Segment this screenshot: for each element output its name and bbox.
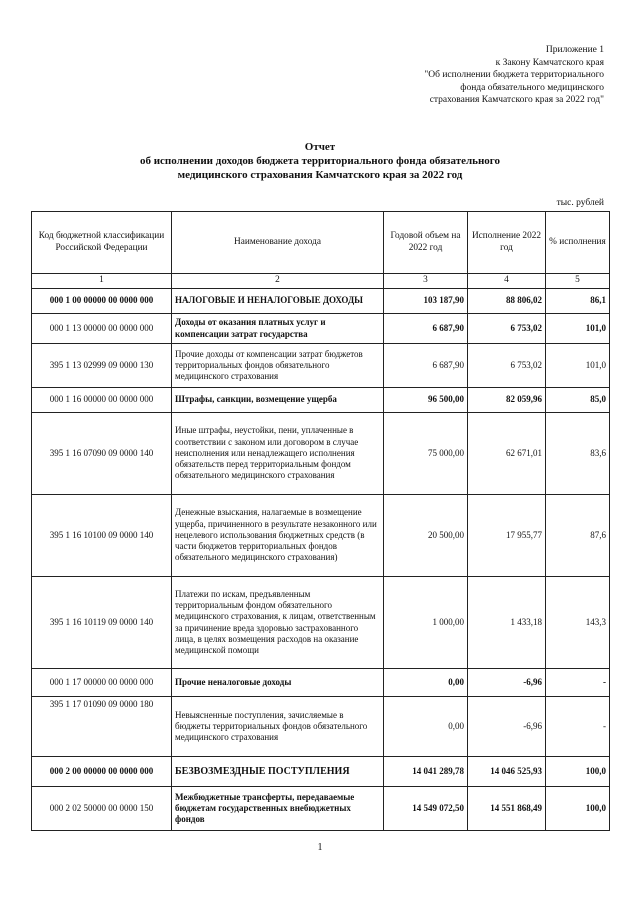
cell-code: 000 1 13 00000 00 0000 000 <box>32 314 172 344</box>
cell-code: 395 1 16 10100 09 0000 140 <box>32 495 172 577</box>
table-row <box>32 577 610 669</box>
cell-code: 395 1 17 01090 09 0000 180 <box>32 697 172 757</box>
appendix-note <box>344 44 604 107</box>
appendix-line: фонда обязательного медицинского <box>460 82 604 93</box>
cell-plan: 0,00 <box>384 669 468 697</box>
title-line: об исполнении доходов бюджета территориального фонда обязательного <box>139 155 501 167</box>
cell-code: 000 1 17 00000 00 0000 000 <box>32 669 172 697</box>
table-row <box>32 289 610 314</box>
cell-name: Денежные взыскания, налагаемые в возмещение ущерба, причиненного в результате незаконного или нецелевого использования бюджетных средств (в части бюджетов территориальных фондов обязательного медицинского страхования) <box>172 495 384 577</box>
cell-pct: 101,0 <box>546 344 610 388</box>
cell-code: 000 1 16 00000 00 0000 000 <box>32 388 172 413</box>
cell-plan: 0,00 <box>384 697 468 757</box>
header-code: Код бюджетной классификации Российской Федерации <box>32 212 172 274</box>
column-number-row <box>32 274 610 289</box>
cell-pct: 100,0 <box>546 787 610 831</box>
cell-plan: 6 687,90 <box>384 314 468 344</box>
page-number: 1 <box>317 842 323 853</box>
col-number: 2 <box>172 274 384 289</box>
table-row <box>32 669 610 697</box>
cell-plan: 14 041 289,78 <box>384 757 468 787</box>
header-pct: % исполнения <box>546 212 610 274</box>
table-row <box>32 495 610 577</box>
cell-code: 395 1 16 07090 09 0000 140 <box>32 413 172 495</box>
table-row <box>32 413 610 495</box>
cell-pct: 101,0 <box>546 314 610 344</box>
cell-exec: 6 753,02 <box>468 344 546 388</box>
cell-plan: 1 000,00 <box>384 577 468 669</box>
cell-plan: 20 500,00 <box>384 495 468 577</box>
cell-name: Невыясненные поступления, зачисляемые в бюджеты территориальных фондов обязательного медицинского страхования <box>172 697 384 757</box>
cell-exec: 88 806,02 <box>468 289 546 314</box>
cell-code: 395 1 13 02999 09 0000 130 <box>32 344 172 388</box>
cell-name: Иные штрафы, неустойки, пени, уплаченные в соответствии с законом или договором в случае неисполнения или ненадлежащего исполнения обязательств перед территориальным фондом обязательного медицинского страхования <box>172 413 384 495</box>
appendix-line: страхования Камчатского края за 2022 год" <box>429 95 604 106</box>
report-title <box>0 140 640 182</box>
cell-code: 000 1 00 00000 00 0000 000 <box>32 289 172 314</box>
cell-name: Платежи по искам, предъявленным территориальным фондом обязательного медицинского страхования, к лицам, ответственным за причинение вреда здоровью застрахованного лица, в целях возмещения расходов на оказание медицинской помощи <box>172 577 384 669</box>
cell-name: Прочие неналоговые доходы <box>172 669 384 697</box>
cell-name: БЕЗВОЗМЕЗДНЫЕ ПОСТУПЛЕНИЯ <box>172 757 384 787</box>
table-header-row <box>32 212 610 274</box>
cell-pct: 100,0 <box>546 757 610 787</box>
cell-exec: 17 955,77 <box>468 495 546 577</box>
cell-exec: -6,96 <box>468 669 546 697</box>
appendix-line: к Закону Камчатского края <box>495 57 604 68</box>
appendix-line: Приложение 1 <box>545 45 604 55</box>
col-number: 5 <box>546 274 610 289</box>
table-row <box>32 344 610 388</box>
cell-exec: 62 671,01 <box>468 413 546 495</box>
cell-name: Доходы от оказания платных услуг и компенсации затрат государства <box>172 314 384 344</box>
header-plan: Годовой объем на 2022 год <box>384 212 468 274</box>
cell-pct: 83,6 <box>546 413 610 495</box>
cell-name: Межбюджетные трансферты, передаваемые бюджетам государственных внебюджетных фондов <box>172 787 384 831</box>
cell-name: НАЛОГОВЫЕ И НЕНАЛОГОВЫЕ ДОХОДЫ <box>172 289 384 314</box>
header-exec: Исполнение 2022 год <box>468 212 546 274</box>
cell-code: 000 2 02 50000 00 0000 150 <box>32 787 172 831</box>
table-row <box>32 314 610 344</box>
cell-plan: 6 687,90 <box>384 344 468 388</box>
cell-pct: - <box>546 669 610 697</box>
cell-exec: -6,96 <box>468 697 546 757</box>
title-line: медицинского страхования Камчатского края за 2022 год <box>177 169 463 181</box>
col-number: 1 <box>32 274 172 289</box>
cell-exec: 1 433,18 <box>468 577 546 669</box>
cell-pct: 87,6 <box>546 495 610 577</box>
cell-pct: 85,0 <box>546 388 610 413</box>
table-row <box>32 388 610 413</box>
cell-plan: 96 500,00 <box>384 388 468 413</box>
cell-exec: 14 046 525,93 <box>468 757 546 787</box>
appendix-line: "Об исполнении бюджета территориального <box>424 70 604 81</box>
cell-pct: 86,1 <box>546 289 610 314</box>
cell-code: 395 1 16 10119 09 0000 140 <box>32 577 172 669</box>
table-row <box>32 787 610 831</box>
col-number: 4 <box>468 274 546 289</box>
title-line: Отчет <box>304 141 336 153</box>
units-label: тыс. рублей <box>556 198 604 208</box>
revenue-table <box>31 211 610 831</box>
cell-name: Штрафы, санкции, возмещение ущерба <box>172 388 384 413</box>
cell-plan: 103 187,90 <box>384 289 468 314</box>
table-row <box>32 697 610 757</box>
cell-exec: 82 059,96 <box>468 388 546 413</box>
table-row <box>32 757 610 787</box>
cell-pct: - <box>546 697 610 757</box>
cell-exec: 14 551 868,49 <box>468 787 546 831</box>
col-number: 3 <box>384 274 468 289</box>
cell-name: Прочие доходы от компенсации затрат бюджетов территориальных фондов обязательного медицинского страхования <box>172 344 384 388</box>
header-name: Наименование дохода <box>172 212 384 274</box>
cell-code: 000 2 00 00000 00 0000 000 <box>32 757 172 787</box>
cell-plan: 75 000,00 <box>384 413 468 495</box>
cell-exec: 6 753,02 <box>468 314 546 344</box>
cell-plan: 14 549 072,50 <box>384 787 468 831</box>
cell-pct: 143,3 <box>546 577 610 669</box>
